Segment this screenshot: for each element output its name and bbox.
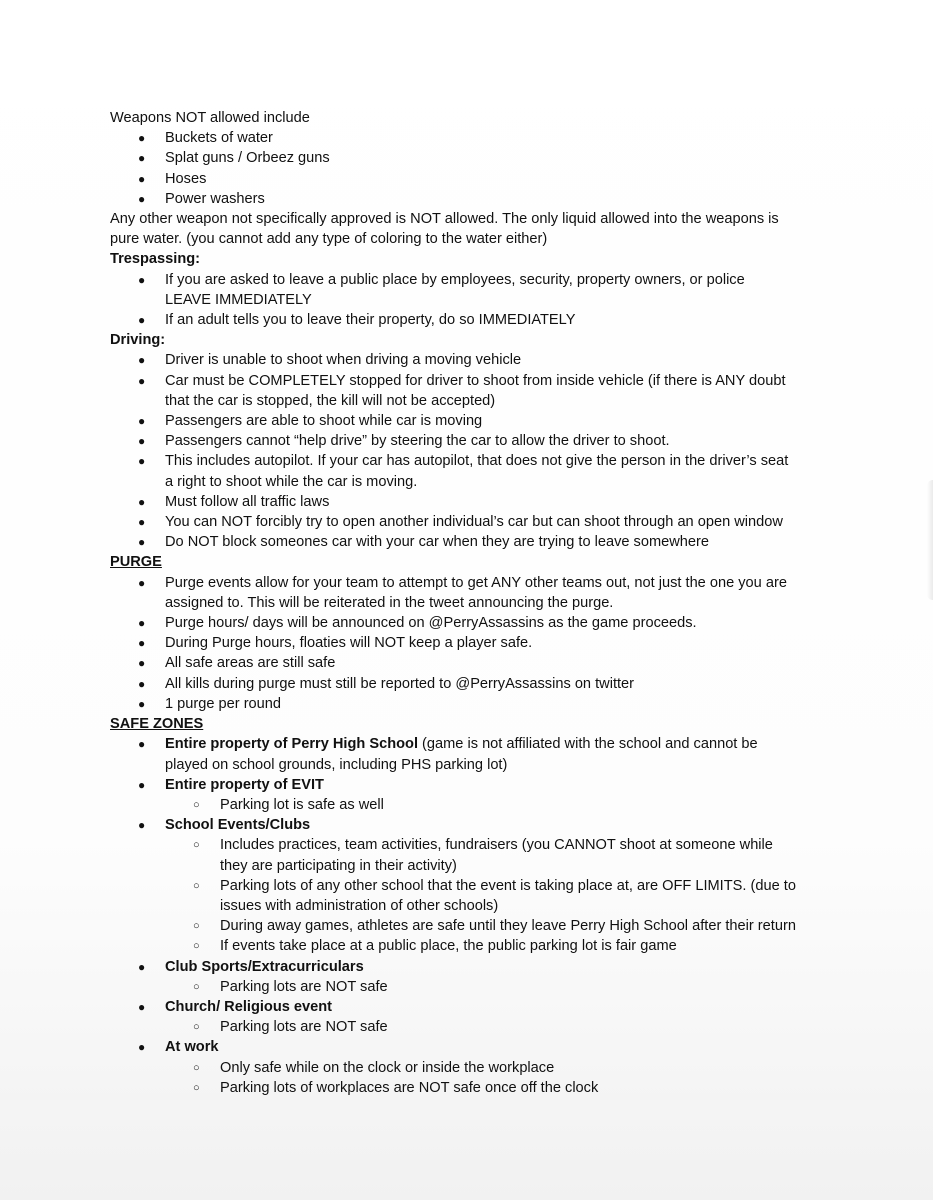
weapons-note-line-1: Any other weapon not specifically approved is NOT allowed. The only liquid allowed into the weapons is <box>110 211 779 228</box>
sub-list-item: ○ Parking lot is safe as well <box>110 795 870 815</box>
bullet-icon: ● <box>138 414 146 429</box>
bullet-icon: ● <box>138 737 146 752</box>
bullet-icon: ● <box>138 454 146 469</box>
bullet-icon: ● <box>138 777 146 792</box>
hollow-bullet-icon: ○ <box>193 1061 200 1074</box>
bullet-icon: ● <box>138 515 146 530</box>
list-item: ● All kills during purge must still be reported to @PerryAssassins on twitter <box>110 674 870 694</box>
sub-list-item: ○ If events take place at a public place, the public parking lot is fair game <box>110 936 870 956</box>
hollow-bullet-icon: ○ <box>193 980 200 993</box>
driving-heading: Driving: <box>110 332 166 349</box>
bullet-icon: ● <box>138 818 146 833</box>
list-item: ● Car must be COMPLETELY stopped for driver to shoot from inside vehicle (if there is ANY doubt that the car is stopped, the kill will not be accepted) <box>138 372 786 409</box>
bullet-icon: ● <box>138 272 146 287</box>
list-item: ● Purge events allow for your team to attempt to get ANY other teams out, not just the one you are assigned to. This will be reiterated in the tweet announcing the purge. <box>138 574 787 611</box>
list-item: ● Passengers are able to shoot while car is moving <box>110 411 870 431</box>
sub-list-item: ○ Parking lots are NOT safe <box>110 977 870 997</box>
list-item: ● Do NOT block someones car with your car when they are trying to leave somewhere <box>110 532 870 552</box>
sub-list-item: ○ Parking lots of workplaces are NOT safe once off the clock <box>110 1078 870 1098</box>
bullet-icon: ● <box>138 313 146 328</box>
bullet-icon: ● <box>138 434 146 449</box>
list-item: ● At work <box>110 1037 870 1057</box>
driving-list <box>110 350 870 552</box>
bullet-icon: ● <box>138 1040 146 1055</box>
list-item: ● Buckets of water <box>110 128 870 148</box>
bullet-icon: ● <box>138 151 146 166</box>
sub-list-item: ○ Includes practices, team activities, fundraisers (you CANNOT shoot at someone while they are participating in their activity) <box>193 837 773 874</box>
purge-list <box>110 573 870 714</box>
trespassing-heading: Trespassing: <box>110 251 201 268</box>
list-item: ● This includes autopilot. If your car has autopilot, that does not give the person in the driver’s seat a right to shoot while the car is moving. <box>138 453 789 490</box>
purge-heading: PURGE <box>110 554 162 571</box>
list-item: ● Power washers <box>110 189 870 209</box>
list-item: ● Driver is unable to shoot when driving a moving vehicle <box>110 350 870 370</box>
safe-zones-list <box>110 734 870 1098</box>
bullet-icon: ● <box>138 575 146 590</box>
bullet-icon: ● <box>138 171 146 186</box>
hollow-bullet-icon: ○ <box>193 798 200 811</box>
bullet-icon: ● <box>138 353 146 368</box>
bullet-icon: ● <box>138 636 146 651</box>
list-item: ● All safe areas are still safe <box>110 653 870 673</box>
list-item: ● Must follow all traffic laws <box>110 492 870 512</box>
bullet-icon: ● <box>138 696 146 711</box>
hollow-bullet-icon: ○ <box>193 879 200 892</box>
list-item: ● You can NOT forcibly try to open another individual’s car but can shoot through an open window <box>110 512 870 532</box>
hollow-bullet-icon: ○ <box>193 1021 200 1034</box>
hollow-bullet-icon: ○ <box>193 839 200 852</box>
hollow-bullet-icon: ○ <box>193 940 200 953</box>
hollow-bullet-icon: ○ <box>193 920 200 933</box>
bullet-icon: ● <box>138 959 146 974</box>
bullet-icon: ● <box>138 656 146 671</box>
list-item: ● Entire property of Perry High School (game is not affiliated with the school and cannot be played on school grounds, including PHS parking lot) <box>138 736 758 773</box>
weapons-list <box>110 128 870 209</box>
weapons-note-line-2: pure water. (you cannot add any type of coloring to the water either) <box>110 231 548 248</box>
sub-list-item: ○ Parking lots of any other school that the event is taking place at, are OFF LIMITS. (due to issues with administration of other schools) <box>193 877 796 914</box>
bullet-icon: ● <box>138 373 146 388</box>
hollow-bullet-icon: ○ <box>193 1081 200 1094</box>
list-item: ● Entire property of EVIT <box>110 775 870 795</box>
list-item: ● School Events/Clubs <box>110 815 870 835</box>
list-item: ● 1 purge per round <box>110 694 870 714</box>
list-item: ● Hoses <box>110 169 870 189</box>
list-item: ● If you are asked to leave a public place by employees, security, property owners, or police LEAVE IMMEDIATELY <box>138 271 745 308</box>
bullet-icon: ● <box>138 131 146 146</box>
list-item: ● Church/ Religious event <box>110 997 870 1017</box>
bullet-icon: ● <box>138 676 146 691</box>
bullet-icon: ● <box>138 494 146 509</box>
trespassing-list <box>110 270 870 331</box>
bullet-icon: ● <box>138 616 146 631</box>
list-item: ● Passengers cannot “help drive” by steering the car to allow the driver to shoot. <box>110 431 870 451</box>
list-item: ● Club Sports/Extracurriculars <box>110 957 870 977</box>
list-item: ● If an adult tells you to leave their property, do so IMMEDIATELY <box>110 310 870 330</box>
weapons-intro: Weapons NOT allowed include <box>110 110 310 126</box>
sub-list-item: ○ During away games, athletes are safe until they leave Perry High School after their return <box>110 916 870 936</box>
bullet-icon: ● <box>138 999 146 1014</box>
sub-list-item: ○ Only safe while on the clock or inside the workplace <box>110 1058 870 1078</box>
bullet-icon: ● <box>138 191 146 206</box>
document-body <box>110 108 870 1098</box>
list-item: ● During Purge hours, floaties will NOT keep a player safe. <box>110 633 870 653</box>
list-item: ● Purge hours/ days will be announced on @PerryAssassins as the game proceeds. <box>110 613 870 633</box>
list-item: ● Splat guns / Orbeez guns <box>110 148 870 168</box>
page-edge-shadow <box>927 480 933 600</box>
bullet-icon: ● <box>138 535 146 550</box>
sub-list-item: ○ Parking lots are NOT safe <box>110 1017 870 1037</box>
safe-zones-heading: SAFE ZONES <box>110 716 204 733</box>
